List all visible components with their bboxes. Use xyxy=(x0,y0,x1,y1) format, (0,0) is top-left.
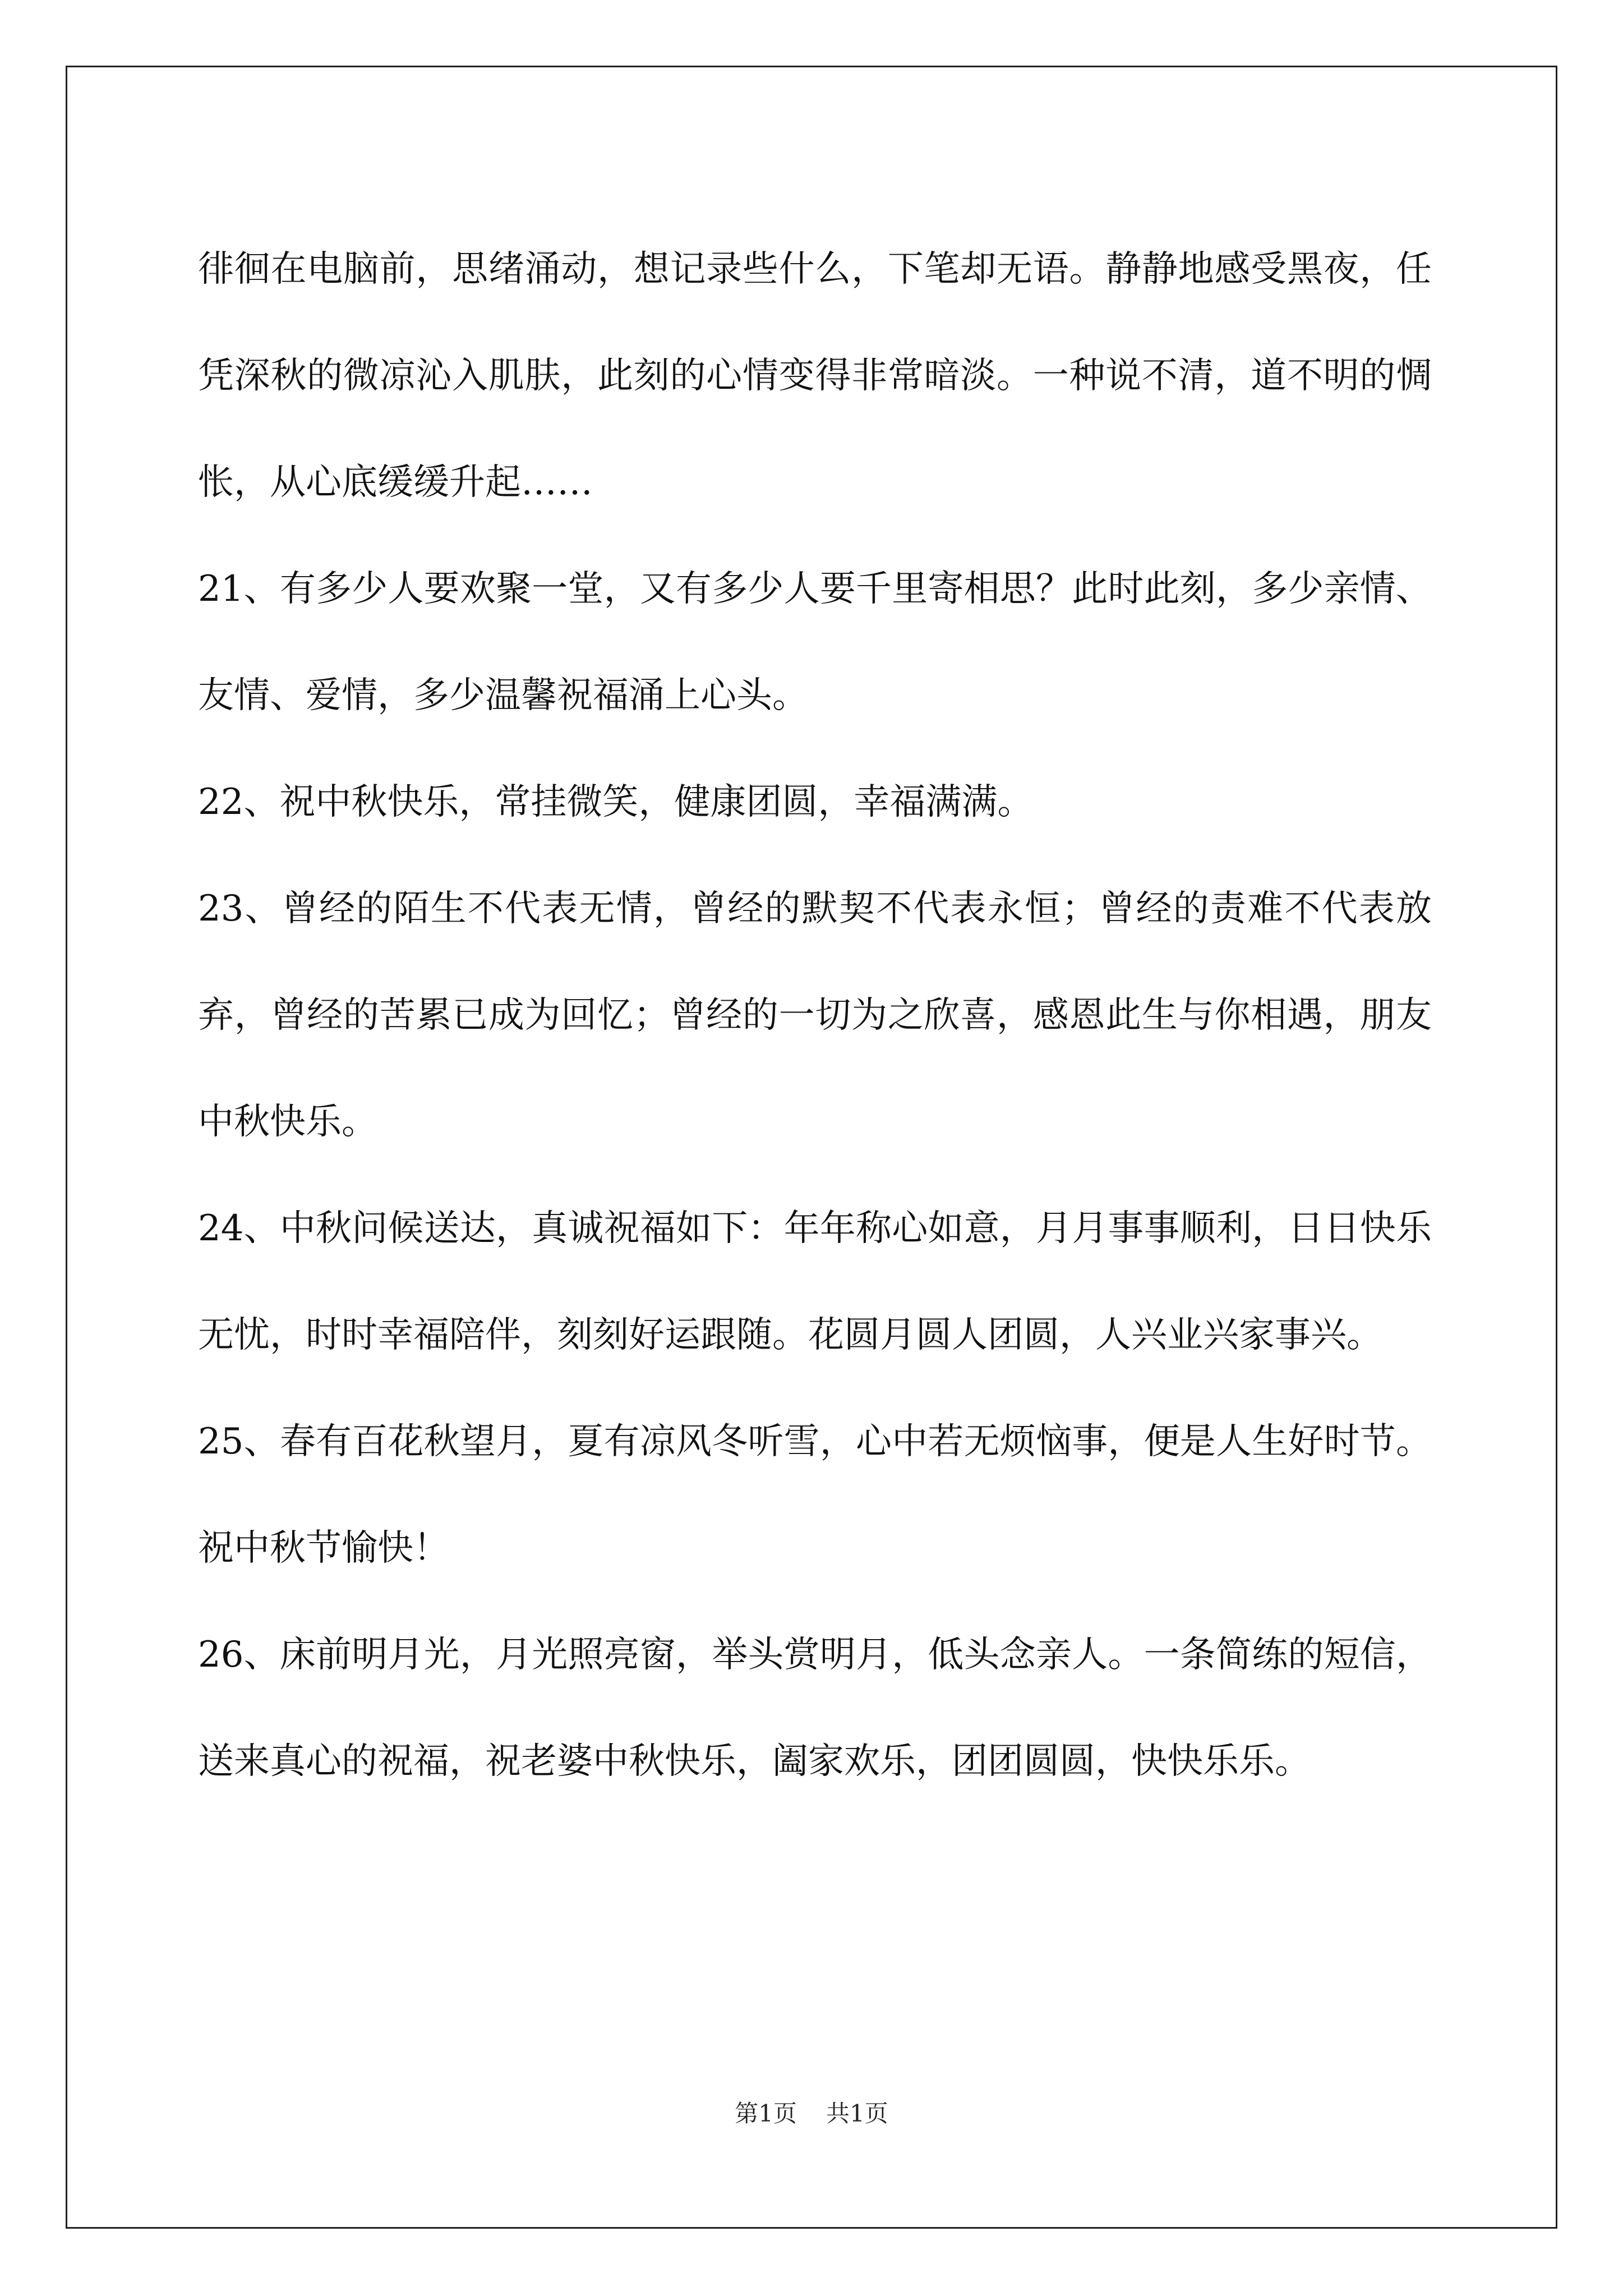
paragraph-26: 26、床前明月光，月光照亮窗，举头赏明月，低头念亲人。一条简练的短信，送来真心的祝福，祝老婆中秋快乐，阖家欢乐，团团圆圆，快快乐乐。 xyxy=(198,1634,1432,1782)
page-footer xyxy=(0,2097,1623,2131)
page-number-current: 第1页 xyxy=(735,2100,797,2127)
paragraph-25: 25、春有百花秋望月，夏有凉风冬听雪，心中若无烦恼事，便是人生好时节。祝中秋节愉快！ xyxy=(198,1421,1432,1569)
paragraph-intro: 徘徊在电脑前，思绪涌动，想记录些什么，下笔却无语。静静地感受黑夜，任凭深秋的微凉沁入肌肤，此刻的心情变得非常暗淡。一种说不清，道不明的惆怅，从心底缓缓升起…… xyxy=(198,249,1432,503)
document-body xyxy=(198,216,1432,1815)
page-number-total: 共1页 xyxy=(826,2100,888,2127)
paragraph-23: 23、曾经的陌生不代表无情，曾经的默契不代表永恒；曾经的责难不代表放弃，曾经的苦累已成为回忆；曾经的一切为之欣喜，感恩此生与你相遇，朋友中秋快乐。 xyxy=(198,888,1432,1143)
paragraph-24: 24、中秋问候送达，真诚祝福如下：年年称心如意，月月事事顺利，日日快乐无忧，时时幸福陪伴，刻刻好运跟随。花圆月圆人团圆，人兴业兴家事兴。 xyxy=(198,1208,1432,1356)
paragraph-22: 22、祝中秋快乐，常挂微笑，健康团圆，幸福满满。 xyxy=(198,781,1034,823)
paragraph-21: 21、有多少人要欢聚一堂，又有多少人要千里寄相思？此时此刻，多少亲情、友情、爱情，多少温馨祝福涌上心头。 xyxy=(198,568,1432,716)
